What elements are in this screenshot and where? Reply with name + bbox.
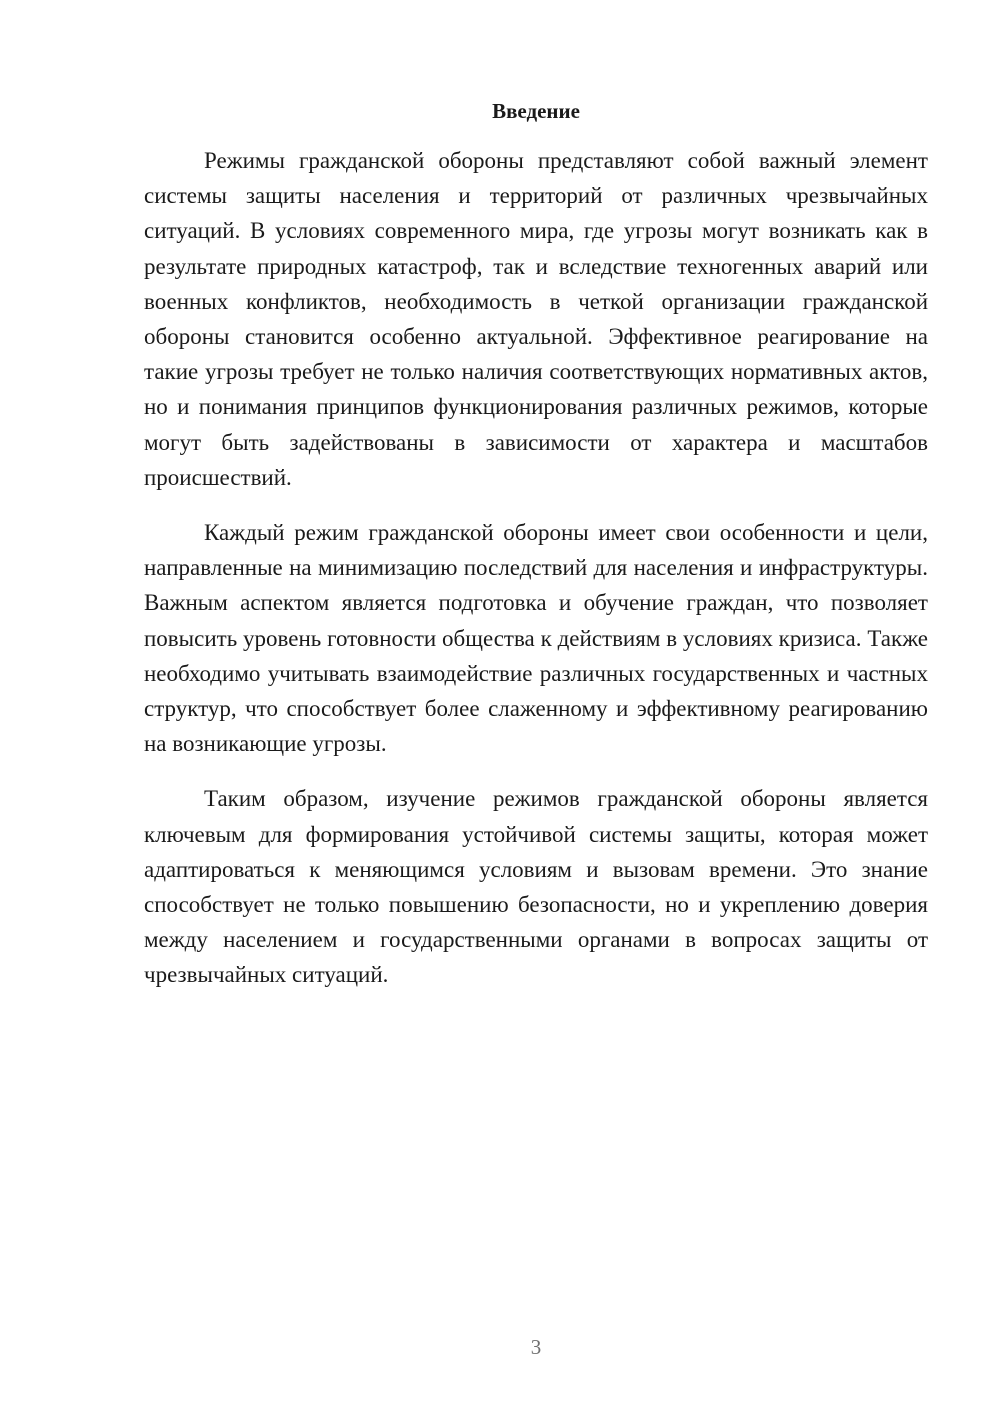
paragraph-1: Режимы гражданской обороны представляют собой важный элемент системы защиты населения и территорий от различных чрезвычайных ситуаций. В условиях современного мира, где угрозы могут возникать как в результате природных катастроф, так и вследствие техногенных аварий или военных конфликтов, необходимость в четкой организации гражданской обороны становится особенно актуальной. Эффективное реагирование на такие угрозы требует не только наличия соответствующих нормативных актов, но и понимания принципов функционирования различных режимов, которые могут быть задействованы в зависимости от характера и масштабов происшествий.	[144, 148, 928, 490]
paragraph-3: Таким образом, изучение режимов гражданской обороны является ключевым для формирования устойчивой системы защиты, которая может адаптироваться к меняющимся условиям и вызовам времени. Это знание способствует не только повышению безопасности, но и укреплению доверия между населением и государственными органами в вопросах защиты от чрезвычайных ситуаций.	[144, 786, 928, 988]
body-text	[144, 143, 928, 1013]
page-number: 3	[530, 1335, 542, 1359]
section-heading: Введение	[492, 99, 580, 123]
paragraph-2: Каждый режим гражданской обороны имеет свои особенности и цели, направленные на минимизацию последствий для населения и инфраструктуры. Важным аспектом является подготовка и обучение граждан, что позволяет повысить уровень готовности общества к действиям в условиях кризиса. Также необходимо учитывать взаимодействие различных государственных и частных структур, что способствует более слаженному и эффективному реагированию на возникающие угрозы.	[144, 520, 928, 757]
